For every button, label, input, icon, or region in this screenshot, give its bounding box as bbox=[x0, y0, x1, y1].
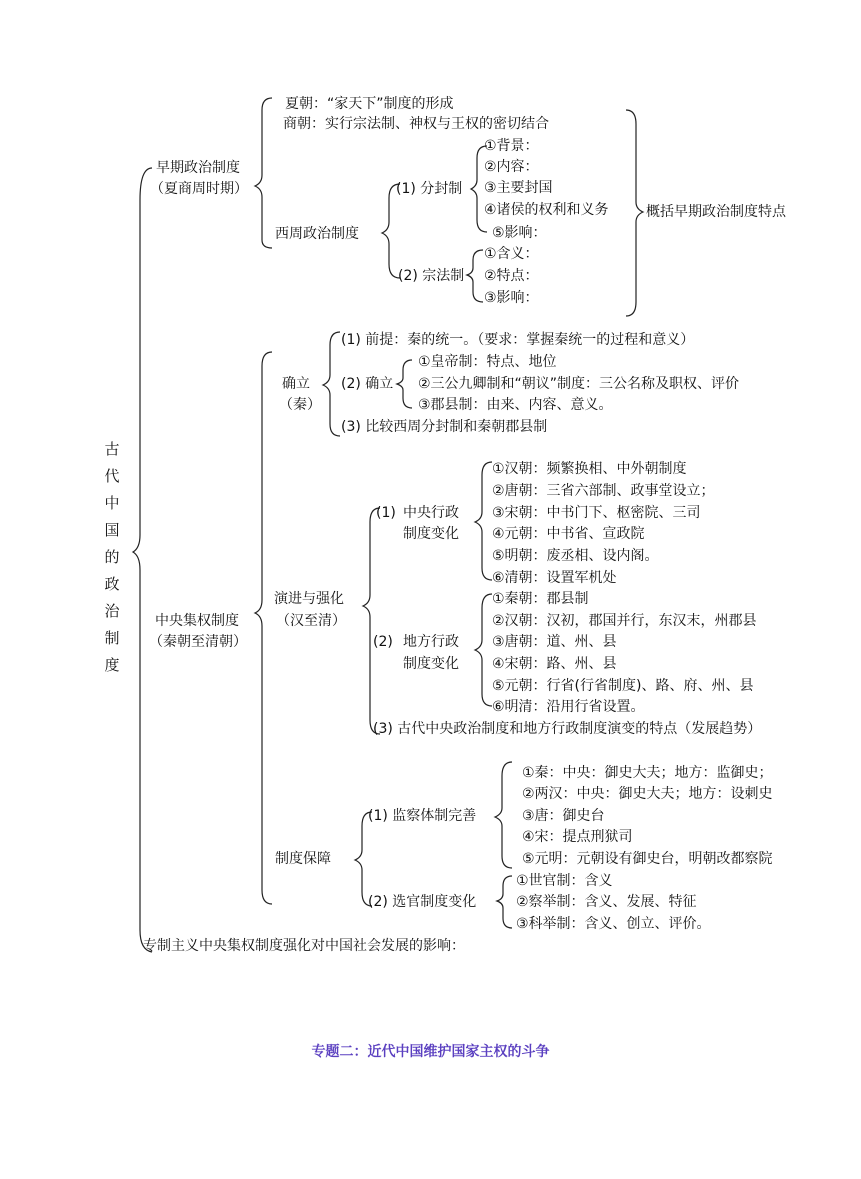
jiancha-item: ③唐：御史台 bbox=[522, 808, 605, 824]
establish-item: ③郡县制：由来、内容、意义。 bbox=[418, 397, 613, 413]
jiancha-item: ②两汉：中央：御史大夫；地方：设刺史 bbox=[522, 786, 773, 802]
zhongyang-num: (1) bbox=[376, 505, 396, 521]
difang-item: ⑤元朝：行省(行省制度)、路、府、州、县 bbox=[492, 678, 754, 694]
root-label: 古代中国的政治制度 bbox=[104, 440, 120, 674]
zhongyang-item: ④元朝：中书省、宣政院 bbox=[492, 526, 645, 542]
establish-item: ①皇帝制：特点、地位 bbox=[418, 354, 557, 370]
yanjin-label: 演进与强化 bbox=[274, 591, 344, 607]
difang-item: ①秦朝：郡县制 bbox=[492, 591, 589, 607]
early-summary: 概括早期政治制度特点 bbox=[646, 204, 786, 220]
baozhang-label: 制度保障 bbox=[275, 851, 331, 867]
zongfa-item: ③影响： bbox=[484, 290, 539, 306]
zongfa-item: ②特点： bbox=[484, 268, 539, 284]
zhongyang-item: ⑥清朝：设置军机处 bbox=[492, 570, 617, 586]
shang-text: 商朝：实行宗法制、神权与王权的密切结合 bbox=[283, 116, 549, 132]
zongfa-item: ①含义： bbox=[484, 246, 539, 262]
zhongyang-label-1: 中央行政 bbox=[403, 505, 459, 521]
queli-establish-label: (2) 确立 bbox=[341, 376, 394, 392]
fenfeng-item: ②内容： bbox=[484, 159, 539, 175]
establish-item: ②三公九卿制和“朝议”制度：三公名称及职权、评价 bbox=[418, 376, 740, 392]
xuanguan-item: ②察举制：含义、发展、特征 bbox=[516, 894, 697, 910]
zongfa-label: (2) 宗法制 bbox=[398, 268, 465, 284]
queli-premise: (1) 前提：秦的统一。（要求：掌握秦统一的过程和意义） bbox=[341, 332, 695, 348]
difang-item: ④宋朝：路、州、县 bbox=[492, 656, 617, 672]
fenfeng-item: ⑤影响： bbox=[492, 225, 547, 241]
fenfeng-item: ①背景： bbox=[484, 138, 539, 154]
early-sub: （夏商周时期） bbox=[150, 181, 248, 197]
xizhou-label: 西周政治制度 bbox=[275, 226, 359, 242]
zhongyang-label-2: 制度变化 bbox=[403, 526, 459, 542]
difang-item: ③唐朝：道、州、县 bbox=[492, 634, 617, 650]
fenfeng-label: (1) 分封制 bbox=[396, 181, 463, 197]
fenfeng-item: ③主要封国 bbox=[484, 180, 553, 196]
queli-sub: （秦） bbox=[279, 397, 321, 413]
difang-item: ②汉朝：汉初，郡国并行，东汉末，州郡县 bbox=[492, 613, 757, 629]
fenfeng-item: ④诸侯的权利和义务 bbox=[484, 202, 609, 218]
topic-title: 专题二：近代中国维护国家主权的斗争 bbox=[311, 1044, 550, 1060]
yanjin-sub: （汉至清） bbox=[276, 613, 346, 629]
jiancha-item: ④宋：提点刑狱司 bbox=[522, 829, 633, 845]
xuanguan-item: ①世官制：含义 bbox=[516, 873, 613, 889]
zhongyang-item: ①汉朝：频繁换相、中外朝制度 bbox=[492, 461, 687, 477]
jiancha-item: ①秦：中央：御史大夫；地方：监御史； bbox=[522, 765, 773, 781]
early-label: 早期政治制度 bbox=[156, 160, 240, 176]
central-sub: （秦朝至清朝） bbox=[149, 634, 247, 650]
queli-compare: (3) 比较西周分封制和秦朝郡县制 bbox=[341, 419, 548, 435]
difang-item: ⑥明清：沿用行省设置。 bbox=[492, 699, 645, 715]
zhongyang-item: ②唐朝：三省六部制、政事堂设立； bbox=[492, 483, 715, 499]
jiancha-item: ⑤元明：元朝设有御史台，明朝改都察院 bbox=[522, 851, 773, 867]
yanjin-trend: (3) 古代中央政治制度和地方行政制度演变的特点（发展趋势） bbox=[373, 721, 762, 737]
zhongyang-item: ③宋朝：中书门下、枢密院、三司 bbox=[492, 505, 701, 521]
xuanguan-item: ③科举制：含义、创立、评价。 bbox=[516, 916, 711, 932]
xuanguan-label: (2) 选官制度变化 bbox=[368, 894, 477, 910]
difang-num: (2) bbox=[373, 634, 393, 650]
queli-label: 确立 bbox=[282, 376, 310, 392]
jiancha-label: (1) 监察体制完善 bbox=[368, 808, 477, 824]
xia-text: 夏朝：“家天下”制度的形成 bbox=[285, 96, 454, 112]
influence-text: 专制主义中央集权制度强化对中国社会发展的影响： bbox=[143, 938, 465, 954]
zhongyang-item: ⑤明朝：废丞相、设内阁。 bbox=[492, 548, 659, 564]
difang-label-2: 制度变化 bbox=[403, 656, 459, 672]
difang-label-1: 地方行政 bbox=[403, 634, 459, 650]
central-label: 中央集权制度 bbox=[155, 613, 239, 629]
